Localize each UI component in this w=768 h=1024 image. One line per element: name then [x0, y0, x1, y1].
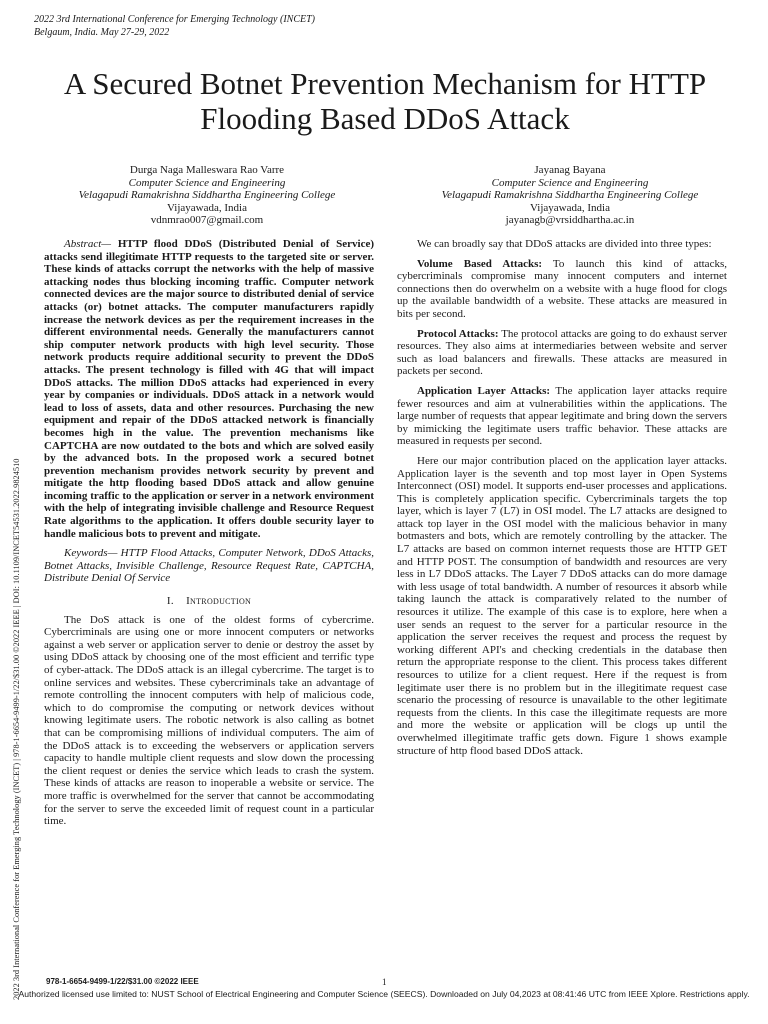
author-block-1: [42, 164, 372, 227]
keywords-label: Keywords—: [64, 547, 118, 560]
section-heading: [44, 595, 374, 608]
contribution-paragraph: Here our major contribution placed on the application layer attacks. Application layer is the seventh and top most layer in Open Systems Interconnect (OSI) model. It supports end-user processes and applications. This is completely application specific. Cybercriminals targets the top layer, which is layer 7 (L7) in OSI model. The L7 attacks are designed to attack top layer in the OSI model with the malicious behavior in many botmasters and bots, which are remotely controlling by the attacker. The L7 attacks are based on common internet requests those are HTTP GET and HTTP POST. The consumption of bandwidth and resources are very less in L7 DDoS attacks. The Layer 7 DDoS attacks can do more damage with less usage of total bandwidth. A number of resources it absorb while taking launch the attack is comparatively related to the number of resources it utilize. The example of this case is to explore, here when a user sends an request to the server for a particular resource in the application the server receives the request and process the request by working different API's and checking credentials in the database then return the appropriate response to the client. This process takes different resources to utilize for a client request. Here if the request is from legitimate user there is no problem but in the illegitimate request case scenario the processing of resource is unavailable to the other legitimate requests from the clients. In this case the illegitimate requests are more and more the website or application will be clogs up until the overwhelmed illegitimate traffic gets down. Figure 1 shows example structure of http flood based DDoS attack.: [397, 454, 727, 757]
application-attacks-text: The application layer attacks require fewer resources and aim at vulnerabilities within the applications. The large number of requests that appear legitimate and bring down the servers by mimicking the legitimate users traffic behavior. These attacks are measured in requests per second.: [397, 384, 727, 448]
conference-header: [34, 14, 315, 39]
volume-attacks-paragraph: [397, 258, 727, 321]
author-name: Jayanag Bayana: [534, 164, 606, 176]
volume-attacks-label: Volume Based Attacks:: [417, 257, 543, 270]
abstract: [44, 238, 374, 540]
doi-sidebar: 2022 3rd International Conference for Emerging Technology (INCET) | 978-1-6654-9499-1/22/$31.00 ©2022 IEEE | DOI: 10.1109/INCET54531.2022.9824510: [12, 458, 21, 1000]
intro-paragraph: The DoS attack is one of the oldest forms of cybercrime. Cybercriminals are using one or more innocent computers or networks against a web server or application server to denie or destroy the asset by using DDoS attack by choosing one of the most efficient and terrific type of cyber-attack. The DDoS attack is an illegal cybercrime. The target is to online services and websites. These cybercriminals take an advantage of remote controlling the innocent computers with help of malicious code, which to do compromise the computing or network devices without knowing legitimate users. The robotic network is also calling as botnet that can be compromising millions of individual computers. The aim of the DDoS attack is to exceeding the webservers or application servers capacity to handle multiple client requests and slow down the processing the client request or denies the service which leads to crash the system. These kinds of attacks are reason to inoperable a website or service. The more traffic is overwhelmed for the server that cannot be accommodating for the server to serve the exceeded limit of request count in a particular time.: [44, 613, 374, 828]
application-attacks-label: Application Layer Attacks:: [417, 384, 551, 397]
attack-types-intro: We can broadly say that DDoS attacks are divided into three types:: [417, 238, 712, 250]
section-number: I.: [166, 595, 174, 608]
keywords-text: HTTP Flood Attacks, Computer Network, DDoS Attacks, Botnet Attacks, Invisible Challenge, Resource Request Rate, CAPTCHA, Distribute Denial Of Service: [44, 547, 375, 585]
section-title: Introduction: [186, 595, 252, 608]
volume-attacks-text: To launch this kind of attacks, cybercriminals compromise many innocent computers and internet connections then do overwhelm on a website with a huge flood for clogs up the available bandwidth of a website. These attacks are measured in bits per second.: [397, 257, 727, 320]
right-column: [397, 238, 727, 764]
author-institution: Velagapudi Ramakrishna Siddhartha Engineering College: [78, 189, 336, 202]
page-number: 1: [382, 977, 387, 987]
protocol-attacks-label: Protocol Attacks:: [417, 327, 499, 340]
protocol-attacks-paragraph: [397, 328, 727, 378]
author-email: vdnmrao007@gmail.com: [150, 214, 264, 227]
application-attacks-paragraph: [397, 385, 727, 448]
conference-location: Belgaum, India. May 27-29, 2022: [34, 26, 170, 38]
author-city: Vijayawada, India: [530, 201, 610, 214]
abstract-label: Abstract—: [64, 238, 112, 250]
author-name: Durga Naga Malleswara Rao Varre: [129, 164, 285, 176]
author-department: Computer Science and Engineering: [128, 176, 286, 189]
protocol-attacks-text: The protocol attacks are going to do exhaust server resources. They also aims at intermediaries between website and server such as load balancers and firewalls. These attacks are measured in packets per second.: [397, 327, 727, 378]
license-notice: Authorized licensed use limited to: NUST School of Electrical Engineering and Computer Science (SEECS). Downloaded on July 04,2023 at 08:41:46 UTC from IEEE Xplore. Restrictions apply.: [18, 989, 750, 999]
author-city: Vijayawada, India: [167, 201, 247, 214]
author-email: jayanagb@vrsiddhartha.ac.in: [505, 214, 635, 227]
conference-name: 2022 3rd International Conference for Emerging Technology (INCET): [34, 14, 315, 25]
author-institution: Velagapudi Ramakrishna Siddhartha Engineering College: [441, 189, 699, 202]
author-department: Computer Science and Engineering: [491, 176, 649, 189]
paper-title: A Secured Botnet Prevention Mechanism for HTTP Flooding Based DDoS Attack: [63, 66, 707, 136]
left-column: [44, 238, 374, 835]
keywords: [44, 547, 374, 585]
copyright-code: 978-1-6654-9499-1/22/$31.00 ©2022 IEEE: [46, 977, 199, 986]
abstract-text: HTTP flood DDoS (Distributed Denial of Service) attacks send illegitimate HTTP requests to the targeted site or server. These kinds of attacks corrupt the networks with the help of massive attacking nodes thus blocking incoming traffic. Computer network connected devices are the major source to distributed denial of service attacks (or) botnet attacks. The computer manufacturers rapidly increase the network devices as per the requirement increases in the different environmental needs. Generally the manufacturers cannot ship computer network products with high level security. Those network products require additional security to prevent the DDoS attacks. The present technology is filled with 4G that will impact DDoS attacks. The million DDoS attacks had experienced in every year by companies or individuals. DDoS attack in a network would lead to loss of assets, data and other resources. Purchasing the new equipment and repair of the DDoS attacked network is financially becomes high in the value. The prevention mechanisms like CAPTCHA are now outdated to the bots and which are solved easily by the advanced bots. In the proposed work a secured botnet prevention mechanism provides network security by prevent and mitigate the http flooding based DDoS attack and allow genuine incoming traffic to the application or server in a network environment with the help of integrating invisible challenge and Resource Request Rate algorithms to the application. It offers double security layer to handle malicious bots to prevent and mitigate.: [44, 238, 374, 540]
author-block-2: [405, 164, 735, 227]
